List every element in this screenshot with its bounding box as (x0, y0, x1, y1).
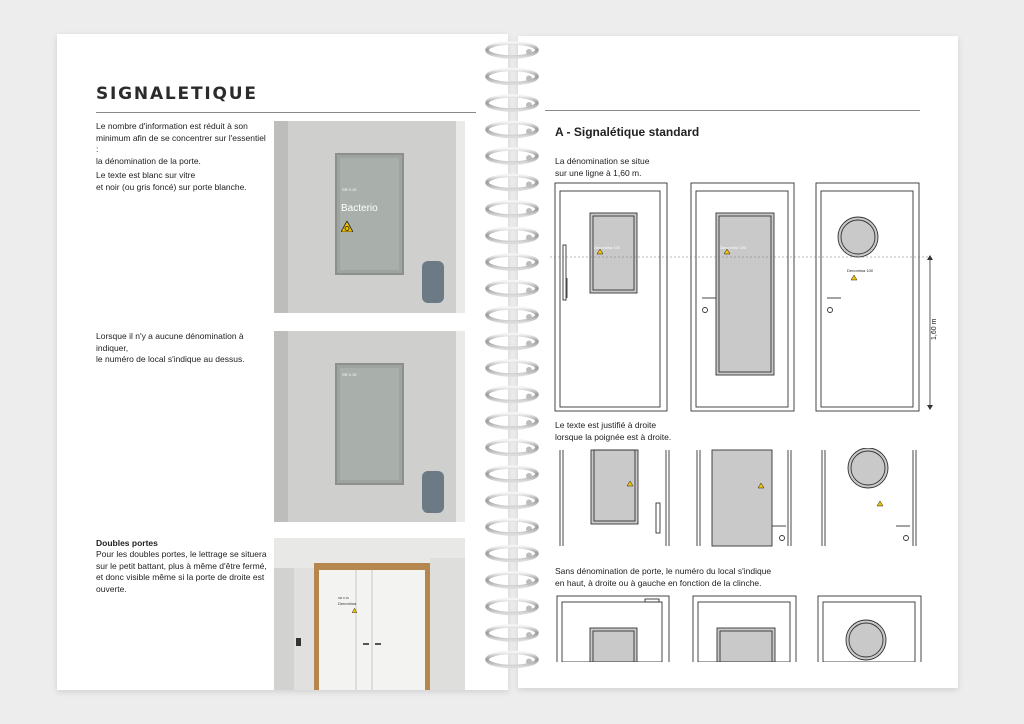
punch-hole (526, 129, 532, 135)
room-number: SR 0.19 (338, 596, 349, 600)
intro-text: Le nombre d'information est réduit à son minimum afin de se concentrer sur l'essentiel : la dénomination de la porte. (96, 121, 266, 166)
door-sign: Denomina 100 (847, 268, 874, 273)
punch-hole (526, 102, 532, 108)
punch-hole (526, 367, 532, 373)
room-number: SR 0.19 (342, 187, 357, 192)
spiral-binding (482, 38, 542, 688)
row1-caption: La dénomination se situe sur une ligne à 1,60 m. (555, 156, 650, 178)
door-label: Bacterio (341, 203, 378, 214)
height-label: 1,60 m (931, 318, 938, 340)
title-rule (96, 112, 476, 113)
door-drawings-row2 (550, 448, 930, 548)
punch-hole (526, 341, 532, 347)
row2-caption: Le texte est justifié à droite lorsque la poignée est à droite. (555, 420, 672, 442)
punch-hole (526, 659, 532, 665)
door-photo-with-name (274, 121, 465, 313)
punch-hole (526, 288, 532, 294)
door-drawings-row1 (550, 180, 945, 415)
double-door-photo (274, 538, 465, 690)
punch-hole (526, 579, 532, 585)
punch-hole (526, 155, 532, 161)
punch-hole (526, 235, 532, 241)
punch-hole (526, 473, 532, 479)
room-number: SR 0.19 (342, 372, 357, 377)
punch-hole (526, 500, 532, 506)
no-name-text: Lorsque il n'y a aucune dénomination à indiquer, le numéro de local s'indique au dessus. (96, 331, 245, 365)
punch-hole (526, 314, 532, 320)
biohazard-icon (352, 608, 357, 613)
door-sign: Denomina 100 (720, 245, 747, 250)
punch-hole (526, 553, 532, 559)
punch-hole (526, 208, 532, 214)
biohazard-icon (341, 221, 353, 232)
door-drawings-row3 (550, 592, 930, 662)
page-title: SIGNALETIQUE (96, 84, 258, 104)
punch-hole (526, 261, 532, 267)
double-doors-heading: Doubles portes (96, 538, 158, 548)
double-doors-text: Pour les doubles portes, le lettrage se situera sur le petit battant, plus à même d'être fermé, et donc visible même si la porte de droite est ouverte. (96, 549, 267, 594)
punch-hole (526, 394, 532, 400)
door-photo-number-only (274, 331, 465, 522)
punch-hole (526, 526, 532, 532)
color-text: Le texte est blanc sur vitre et noir (ou gris foncé) sur porte blanche. (96, 170, 247, 192)
punch-hole (526, 447, 532, 453)
door-label: Denomina (338, 601, 357, 606)
punch-hole (526, 420, 532, 426)
right-title-rule (545, 110, 920, 111)
punch-hole (526, 606, 532, 612)
door-sign: Denomina 100 (594, 245, 621, 250)
row3-caption: Sans dénomination de porte, le numéro du local s'indique en haut, à droite ou à gauche en fonction de la clinche. (555, 566, 772, 588)
punch-hole (526, 76, 532, 82)
punch-hole (526, 49, 532, 55)
punch-hole (526, 182, 532, 188)
section-title: A - Signalétique standard (555, 125, 700, 139)
punch-hole (526, 632, 532, 638)
